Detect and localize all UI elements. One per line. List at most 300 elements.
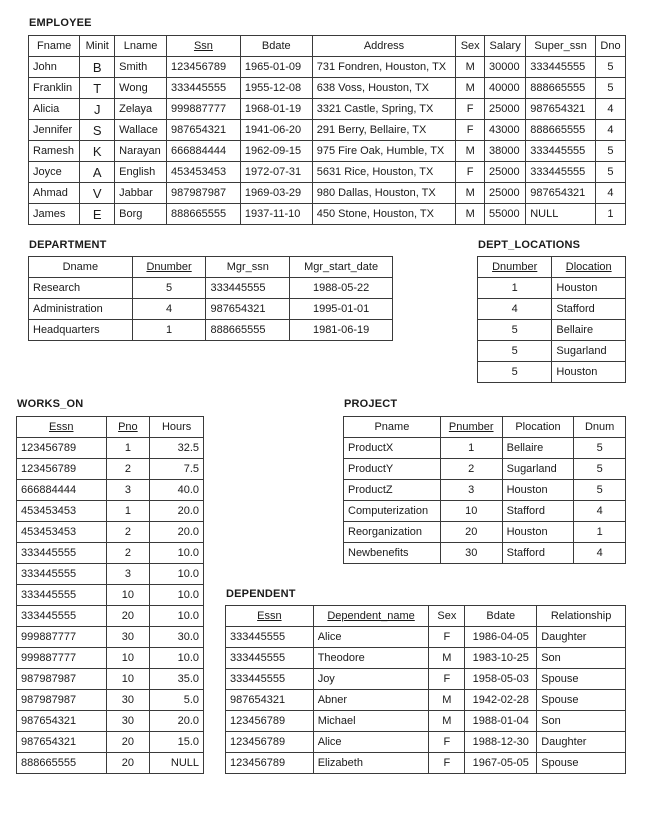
table-cell: 1 [106, 501, 150, 522]
table-cell: 4 [478, 299, 552, 320]
table-row [226, 732, 626, 753]
department-table [28, 256, 393, 341]
table-cell: 123456789 [17, 459, 107, 480]
table-cell: Houston [552, 362, 626, 383]
table-row [29, 204, 626, 225]
table-cell: 1941-06-20 [240, 120, 312, 141]
table-cell: 20 [106, 732, 150, 753]
table-row [226, 627, 626, 648]
table-cell: 666884444 [167, 141, 241, 162]
table-cell: 5 [595, 162, 625, 183]
table-cell: 453453453 [17, 522, 107, 543]
table-cell: 38000 [485, 141, 526, 162]
table-cell: F [429, 669, 465, 690]
table-cell: 123456789 [17, 438, 107, 459]
table-row [29, 99, 626, 120]
table-cell: Administration [29, 299, 133, 320]
table-cell: Daughter [537, 732, 626, 753]
table-row [29, 57, 626, 78]
table-cell: 1983-10-25 [465, 648, 537, 669]
column-header: Pname [344, 417, 441, 438]
table-cell: 7.5 [150, 459, 204, 480]
table-row [29, 120, 626, 141]
table-cell: NULL [526, 204, 596, 225]
column-header: Bdate [465, 606, 537, 627]
table-cell: 123456789 [226, 753, 314, 774]
table-cell: Sugarland [552, 341, 626, 362]
header-row [226, 606, 626, 627]
table-cell: M [456, 204, 485, 225]
table-cell: Son [537, 648, 626, 669]
table-row [226, 648, 626, 669]
column-header: Address [312, 36, 456, 57]
column-header: Super_ssn [526, 36, 596, 57]
table-cell: 1 [106, 438, 150, 459]
table-cell: 1965-01-09 [240, 57, 312, 78]
table-cell: 5 [478, 362, 552, 383]
table-cell: 30000 [485, 57, 526, 78]
column-header: Dnumber [478, 257, 552, 278]
table-row [17, 438, 204, 459]
column-header: Pno [106, 417, 150, 438]
table-cell: 1968-01-19 [240, 99, 312, 120]
table-cell: 1 [574, 522, 626, 543]
table-cell: 333445555 [167, 78, 241, 99]
table-cell: Ramesh [29, 141, 80, 162]
table-row [29, 299, 393, 320]
table-row [17, 543, 204, 564]
table-row [17, 669, 204, 690]
column-header: Bdate [240, 36, 312, 57]
table-cell: Houston [502, 522, 574, 543]
table-cell: Ahmad [29, 183, 80, 204]
table-cell: 10.0 [150, 543, 204, 564]
table-cell: 987654321 [206, 299, 290, 320]
table-cell: M [456, 141, 485, 162]
table-cell: Joyce [29, 162, 80, 183]
table-cell: Michael [313, 711, 429, 732]
table-cell: 4 [595, 99, 625, 120]
table-row [17, 606, 204, 627]
table-row [29, 183, 626, 204]
table-cell: Headquarters [29, 320, 133, 341]
table-cell: Alice [313, 732, 429, 753]
table-cell: 20 [106, 753, 150, 774]
table-cell: Bellaire [552, 320, 626, 341]
table-cell: 4 [132, 299, 206, 320]
table-cell: 4 [595, 183, 625, 204]
table-cell: M [456, 57, 485, 78]
table-cell: 4 [595, 120, 625, 141]
column-header: Salary [485, 36, 526, 57]
table-cell: 3 [106, 480, 150, 501]
column-header: Dname [29, 257, 133, 278]
table-cell: 1955-12-08 [240, 78, 312, 99]
table-cell: 3321 Castle, Spring, TX [312, 99, 456, 120]
column-header: Minit [80, 36, 115, 57]
table-cell: 987654321 [17, 711, 107, 732]
column-header: Hours [150, 417, 204, 438]
table-cell: Stafford [502, 501, 574, 522]
table-cell: 30 [106, 690, 150, 711]
table-cell: 43000 [485, 120, 526, 141]
table-row [29, 141, 626, 162]
table-cell: Franklin [29, 78, 80, 99]
project-table [343, 416, 626, 564]
header-row [478, 257, 626, 278]
table-cell: Wong [115, 78, 167, 99]
table-cell: 3 [440, 480, 502, 501]
table-cell: 333445555 [226, 627, 314, 648]
column-header: Ssn [167, 36, 241, 57]
table-cell: Jennifer [29, 120, 80, 141]
table-cell: F [429, 732, 465, 753]
table-cell: 30 [106, 627, 150, 648]
table-cell: 1 [440, 438, 502, 459]
table-cell: 333445555 [526, 57, 596, 78]
table-cell: 2 [106, 522, 150, 543]
table-cell: 1 [132, 320, 206, 341]
table-cell: 10 [106, 648, 150, 669]
table-cell: 1988-12-30 [465, 732, 537, 753]
table-cell: 987654321 [226, 690, 314, 711]
table-cell: 123456789 [226, 732, 314, 753]
table-cell: 1958-05-03 [465, 669, 537, 690]
table-cell: Reorganization [344, 522, 441, 543]
column-header: Mgr_start_date [290, 257, 393, 278]
table-cell: 10.0 [150, 585, 204, 606]
table-row [478, 320, 626, 341]
table-cell: 453453453 [17, 501, 107, 522]
table-cell: 25000 [485, 183, 526, 204]
table-cell: 1995-01-01 [290, 299, 393, 320]
project-title: PROJECT [344, 398, 398, 410]
column-header: Sex [429, 606, 465, 627]
table-cell: 30 [440, 543, 502, 564]
table-cell: 1 [478, 278, 552, 299]
table-cell: Spouse [537, 690, 626, 711]
table-cell: T [80, 78, 115, 99]
table-cell: 5 [574, 438, 626, 459]
table-cell: 1962-09-15 [240, 141, 312, 162]
dept-locations-title: DEPT_LOCATIONS [478, 239, 581, 251]
table-cell: J [80, 99, 115, 120]
column-header: Dno [595, 36, 625, 57]
table-cell: M [456, 78, 485, 99]
table-cell: Zelaya [115, 99, 167, 120]
table-cell: Narayan [115, 141, 167, 162]
table-cell: F [456, 99, 485, 120]
table-cell: 10.0 [150, 606, 204, 627]
table-cell: Smith [115, 57, 167, 78]
table-cell: 123456789 [167, 57, 241, 78]
table-cell: 987987987 [17, 690, 107, 711]
table-row [17, 564, 204, 585]
table-cell: 5631 Rice, Houston, TX [312, 162, 456, 183]
table-cell: 333445555 [206, 278, 290, 299]
dependent-title: DEPENDENT [226, 588, 296, 600]
table-cell: A [80, 162, 115, 183]
column-header: Dnum [574, 417, 626, 438]
table-cell: 888665555 [206, 320, 290, 341]
table-row [226, 669, 626, 690]
table-cell: Bellaire [502, 438, 574, 459]
table-cell: Abner [313, 690, 429, 711]
table-cell: English [115, 162, 167, 183]
table-cell: 10 [440, 501, 502, 522]
table-cell: 987987987 [17, 669, 107, 690]
table-cell: 1986-04-05 [465, 627, 537, 648]
table-cell: 5 [574, 459, 626, 480]
table-cell: 4 [574, 543, 626, 564]
table-cell: Stafford [502, 543, 574, 564]
table-cell: E [80, 204, 115, 225]
table-cell: 1 [595, 204, 625, 225]
table-cell: 1981-06-19 [290, 320, 393, 341]
table-row [344, 459, 626, 480]
column-header: Mgr_ssn [206, 257, 290, 278]
table-cell: Alicia [29, 99, 80, 120]
table-cell: 10 [106, 669, 150, 690]
table-row [17, 585, 204, 606]
table-cell: 5 [595, 57, 625, 78]
table-cell: 10.0 [150, 648, 204, 669]
table-cell: 3 [106, 564, 150, 585]
table-row [226, 690, 626, 711]
table-cell: 2 [106, 543, 150, 564]
table-cell: 333445555 [17, 606, 107, 627]
header-row [344, 417, 626, 438]
table-cell: Research [29, 278, 133, 299]
table-cell: NULL [150, 753, 204, 774]
table-cell: 980 Dallas, Houston, TX [312, 183, 456, 204]
table-cell: 731 Fondren, Houston, TX [312, 57, 456, 78]
table-cell: 32.5 [150, 438, 204, 459]
table-cell: 987987987 [167, 183, 241, 204]
table-cell: Stafford [552, 299, 626, 320]
column-header: Essn [17, 417, 107, 438]
table-cell: 888665555 [526, 120, 596, 141]
dept-locations-table [477, 256, 626, 383]
table-row [226, 711, 626, 732]
table-cell: 20.0 [150, 501, 204, 522]
header-row [17, 417, 204, 438]
table-cell: 123456789 [226, 711, 314, 732]
table-cell: 1942-02-28 [465, 690, 537, 711]
table-cell: Spouse [537, 669, 626, 690]
table-cell: 987654321 [167, 120, 241, 141]
table-cell: Theodore [313, 648, 429, 669]
column-header: Sex [456, 36, 485, 57]
table-cell: 10 [106, 585, 150, 606]
table-cell: 40.0 [150, 480, 204, 501]
table-cell: Computerization [344, 501, 441, 522]
table-cell: 888665555 [167, 204, 241, 225]
table-cell: 1969-03-29 [240, 183, 312, 204]
table-row [344, 543, 626, 564]
table-cell: 888665555 [17, 753, 107, 774]
column-header: Fname [29, 36, 80, 57]
header-row [29, 36, 626, 57]
table-cell: Sugarland [502, 459, 574, 480]
table-cell: 333445555 [17, 585, 107, 606]
table-cell: 2 [440, 459, 502, 480]
works-on-table [16, 416, 204, 774]
table-cell: Spouse [537, 753, 626, 774]
table-cell: 1972-07-31 [240, 162, 312, 183]
table-cell: 4 [574, 501, 626, 522]
table-row [17, 753, 204, 774]
table-cell: 333445555 [226, 669, 314, 690]
table-cell: 975 Fire Oak, Humble, TX [312, 141, 456, 162]
column-header: Dnumber [132, 257, 206, 278]
table-row [17, 690, 204, 711]
table-cell: 987654321 [526, 99, 596, 120]
department-title: DEPARTMENT [29, 239, 107, 251]
column-header: Dependent_name [313, 606, 429, 627]
table-cell: M [429, 690, 465, 711]
table-cell: 888665555 [526, 78, 596, 99]
table-row [17, 732, 204, 753]
table-cell: 35.0 [150, 669, 204, 690]
table-row [17, 459, 204, 480]
table-cell: Elizabeth [313, 753, 429, 774]
table-cell: 1988-05-22 [290, 278, 393, 299]
table-cell: ProductZ [344, 480, 441, 501]
table-cell: 20 [440, 522, 502, 543]
table-cell: ProductY [344, 459, 441, 480]
table-row [344, 438, 626, 459]
table-cell: M [429, 711, 465, 732]
table-cell: 5 [574, 480, 626, 501]
table-cell: Jabbar [115, 183, 167, 204]
table-cell: Alice [313, 627, 429, 648]
table-row [29, 78, 626, 99]
table-row [17, 711, 204, 732]
table-cell: 2 [106, 459, 150, 480]
table-cell: 25000 [485, 162, 526, 183]
table-cell: 5.0 [150, 690, 204, 711]
table-cell: Joy [313, 669, 429, 690]
table-cell: 1937-11-10 [240, 204, 312, 225]
table-row [17, 501, 204, 522]
table-cell: 5 [595, 141, 625, 162]
table-cell: 638 Voss, Houston, TX [312, 78, 456, 99]
table-cell: 20.0 [150, 711, 204, 732]
table-row [29, 278, 393, 299]
table-cell: 30 [106, 711, 150, 732]
table-row [478, 341, 626, 362]
table-cell: 666884444 [17, 480, 107, 501]
column-header: Dlocation [552, 257, 626, 278]
table-cell: John [29, 57, 80, 78]
table-cell: 20.0 [150, 522, 204, 543]
table-cell: F [456, 120, 485, 141]
table-cell: F [429, 627, 465, 648]
table-cell: Newbenefits [344, 543, 441, 564]
table-cell: 333445555 [526, 162, 596, 183]
table-cell: 999887777 [167, 99, 241, 120]
table-cell: 1967-05-05 [465, 753, 537, 774]
table-row [344, 480, 626, 501]
table-row [17, 522, 204, 543]
table-cell: James [29, 204, 80, 225]
table-cell: Houston [552, 278, 626, 299]
table-row [478, 278, 626, 299]
table-cell: 987654321 [526, 183, 596, 204]
table-cell: F [456, 162, 485, 183]
header-row [29, 257, 393, 278]
table-cell: 25000 [485, 99, 526, 120]
table-row [17, 480, 204, 501]
table-row [344, 501, 626, 522]
table-cell: 5 [478, 341, 552, 362]
table-cell: 453453453 [167, 162, 241, 183]
table-row [478, 362, 626, 383]
employee-title: EMPLOYEE [29, 17, 92, 29]
table-cell: 1988-01-04 [465, 711, 537, 732]
table-cell: V [80, 183, 115, 204]
table-cell: 10.0 [150, 564, 204, 585]
table-row [226, 753, 626, 774]
table-cell: 333445555 [526, 141, 596, 162]
table-cell: 999887777 [17, 627, 107, 648]
table-cell: 30.0 [150, 627, 204, 648]
table-cell: 5 [132, 278, 206, 299]
table-cell: M [429, 648, 465, 669]
table-cell: Daughter [537, 627, 626, 648]
table-cell: 20 [106, 606, 150, 627]
table-cell: 291 Berry, Bellaire, TX [312, 120, 456, 141]
table-cell: K [80, 141, 115, 162]
table-row [29, 320, 393, 341]
table-cell: B [80, 57, 115, 78]
table-cell: Son [537, 711, 626, 732]
column-header: Pnumber [440, 417, 502, 438]
column-header: Essn [226, 606, 314, 627]
table-cell: 55000 [485, 204, 526, 225]
table-cell: ProductX [344, 438, 441, 459]
table-cell: Houston [502, 480, 574, 501]
table-row [29, 162, 626, 183]
table-cell: S [80, 120, 115, 141]
table-row [478, 299, 626, 320]
table-cell: 15.0 [150, 732, 204, 753]
dependent-table [225, 605, 626, 774]
table-cell: 450 Stone, Houston, TX [312, 204, 456, 225]
table-cell: M [456, 183, 485, 204]
column-header: Plocation [502, 417, 574, 438]
table-cell: 333445555 [226, 648, 314, 669]
employee-table [28, 35, 626, 225]
works-on-title: WORKS_ON [17, 398, 84, 410]
table-cell: Borg [115, 204, 167, 225]
table-cell: 5 [478, 320, 552, 341]
table-cell: 987654321 [17, 732, 107, 753]
table-row [344, 522, 626, 543]
table-cell: 333445555 [17, 543, 107, 564]
table-cell: 40000 [485, 78, 526, 99]
table-cell: Wallace [115, 120, 167, 141]
column-header: Lname [115, 36, 167, 57]
table-cell: F [429, 753, 465, 774]
table-row [17, 627, 204, 648]
table-cell: 333445555 [17, 564, 107, 585]
table-cell: 5 [595, 78, 625, 99]
table-row [17, 648, 204, 669]
column-header: Relationship [537, 606, 626, 627]
table-cell: 999887777 [17, 648, 107, 669]
